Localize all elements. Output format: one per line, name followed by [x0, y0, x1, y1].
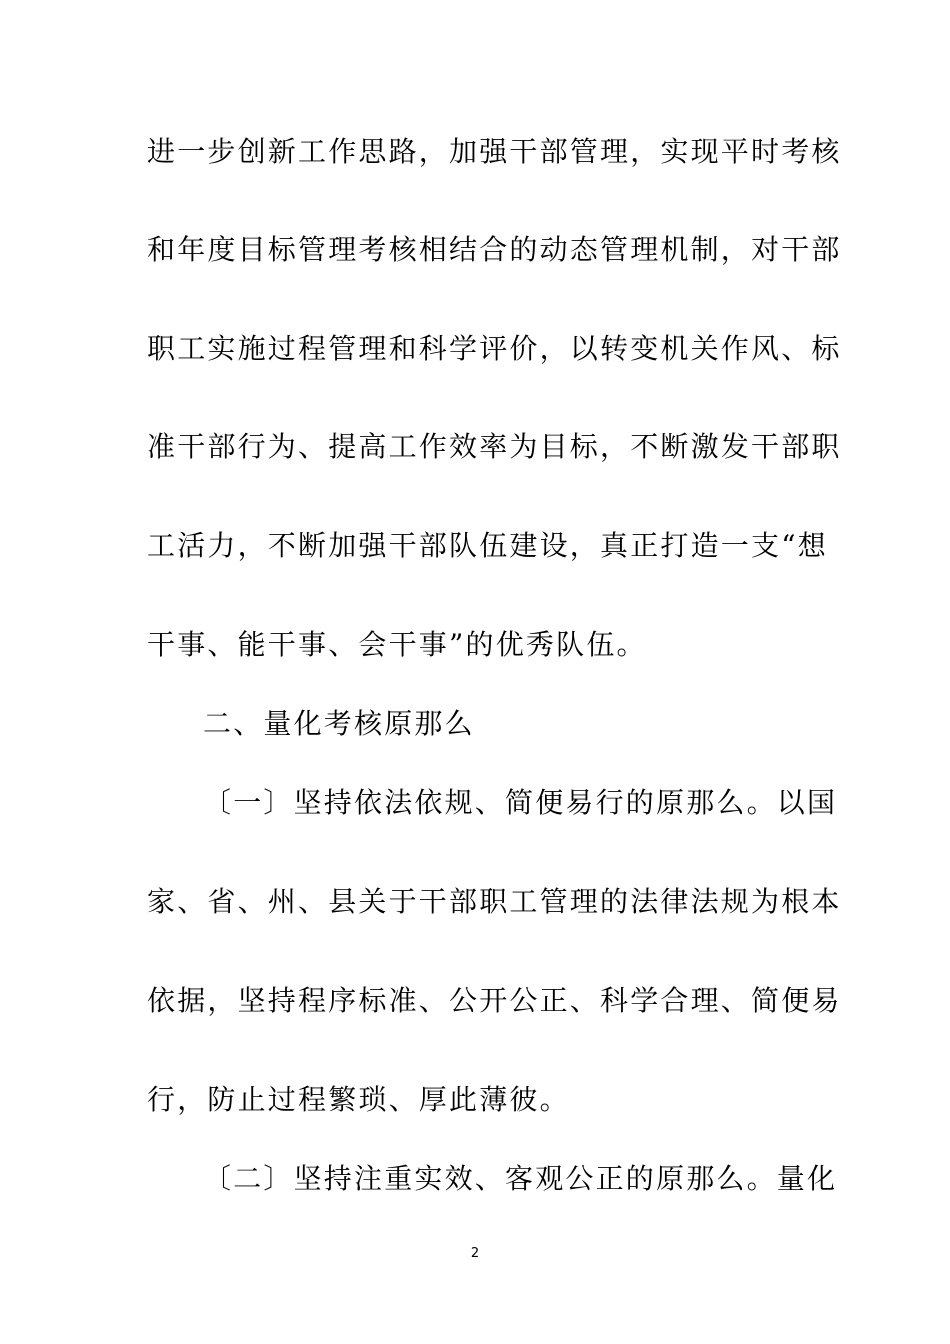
paragraph-line: 〔一〕坚持依法依规、简便易行的原那么。以国: [203, 786, 838, 819]
paragraph-line: 职工实施过程管理和科学评价，以转变机关作风、标: [147, 332, 842, 365]
section-heading: 二、量化考核原那么: [203, 707, 475, 740]
paragraph-line: 工活力，不断加强干部队伍建设，真正打造一支“想: [147, 529, 828, 562]
paragraph-line: 依据，坚持程序标准、公开公正、科学合理、简便易: [147, 984, 842, 1017]
paragraph-line: 准干部行为、提高工作效率为目标，不断激发干部职: [147, 430, 842, 463]
paragraph-line: 干事、能干事、会干事”的优秀队伍。: [147, 628, 647, 661]
paragraph-line: 家、省、州、县关于干部职工管理的法律法规为根本: [147, 885, 842, 918]
page-number: 2: [470, 1246, 480, 1261]
paragraph-line: 和年度目标管理考核相结合的动态管理机制，对干部: [147, 233, 842, 266]
paragraph-line: 〔二〕坚持注重实效、客观公正的原那么。量化: [203, 1162, 838, 1195]
paragraph-line: 行，防止过程繁琐、厚此薄彼。: [147, 1083, 570, 1116]
paragraph-line: 进一步创新工作思路，加强干部管理，实现平时考核: [147, 135, 842, 168]
